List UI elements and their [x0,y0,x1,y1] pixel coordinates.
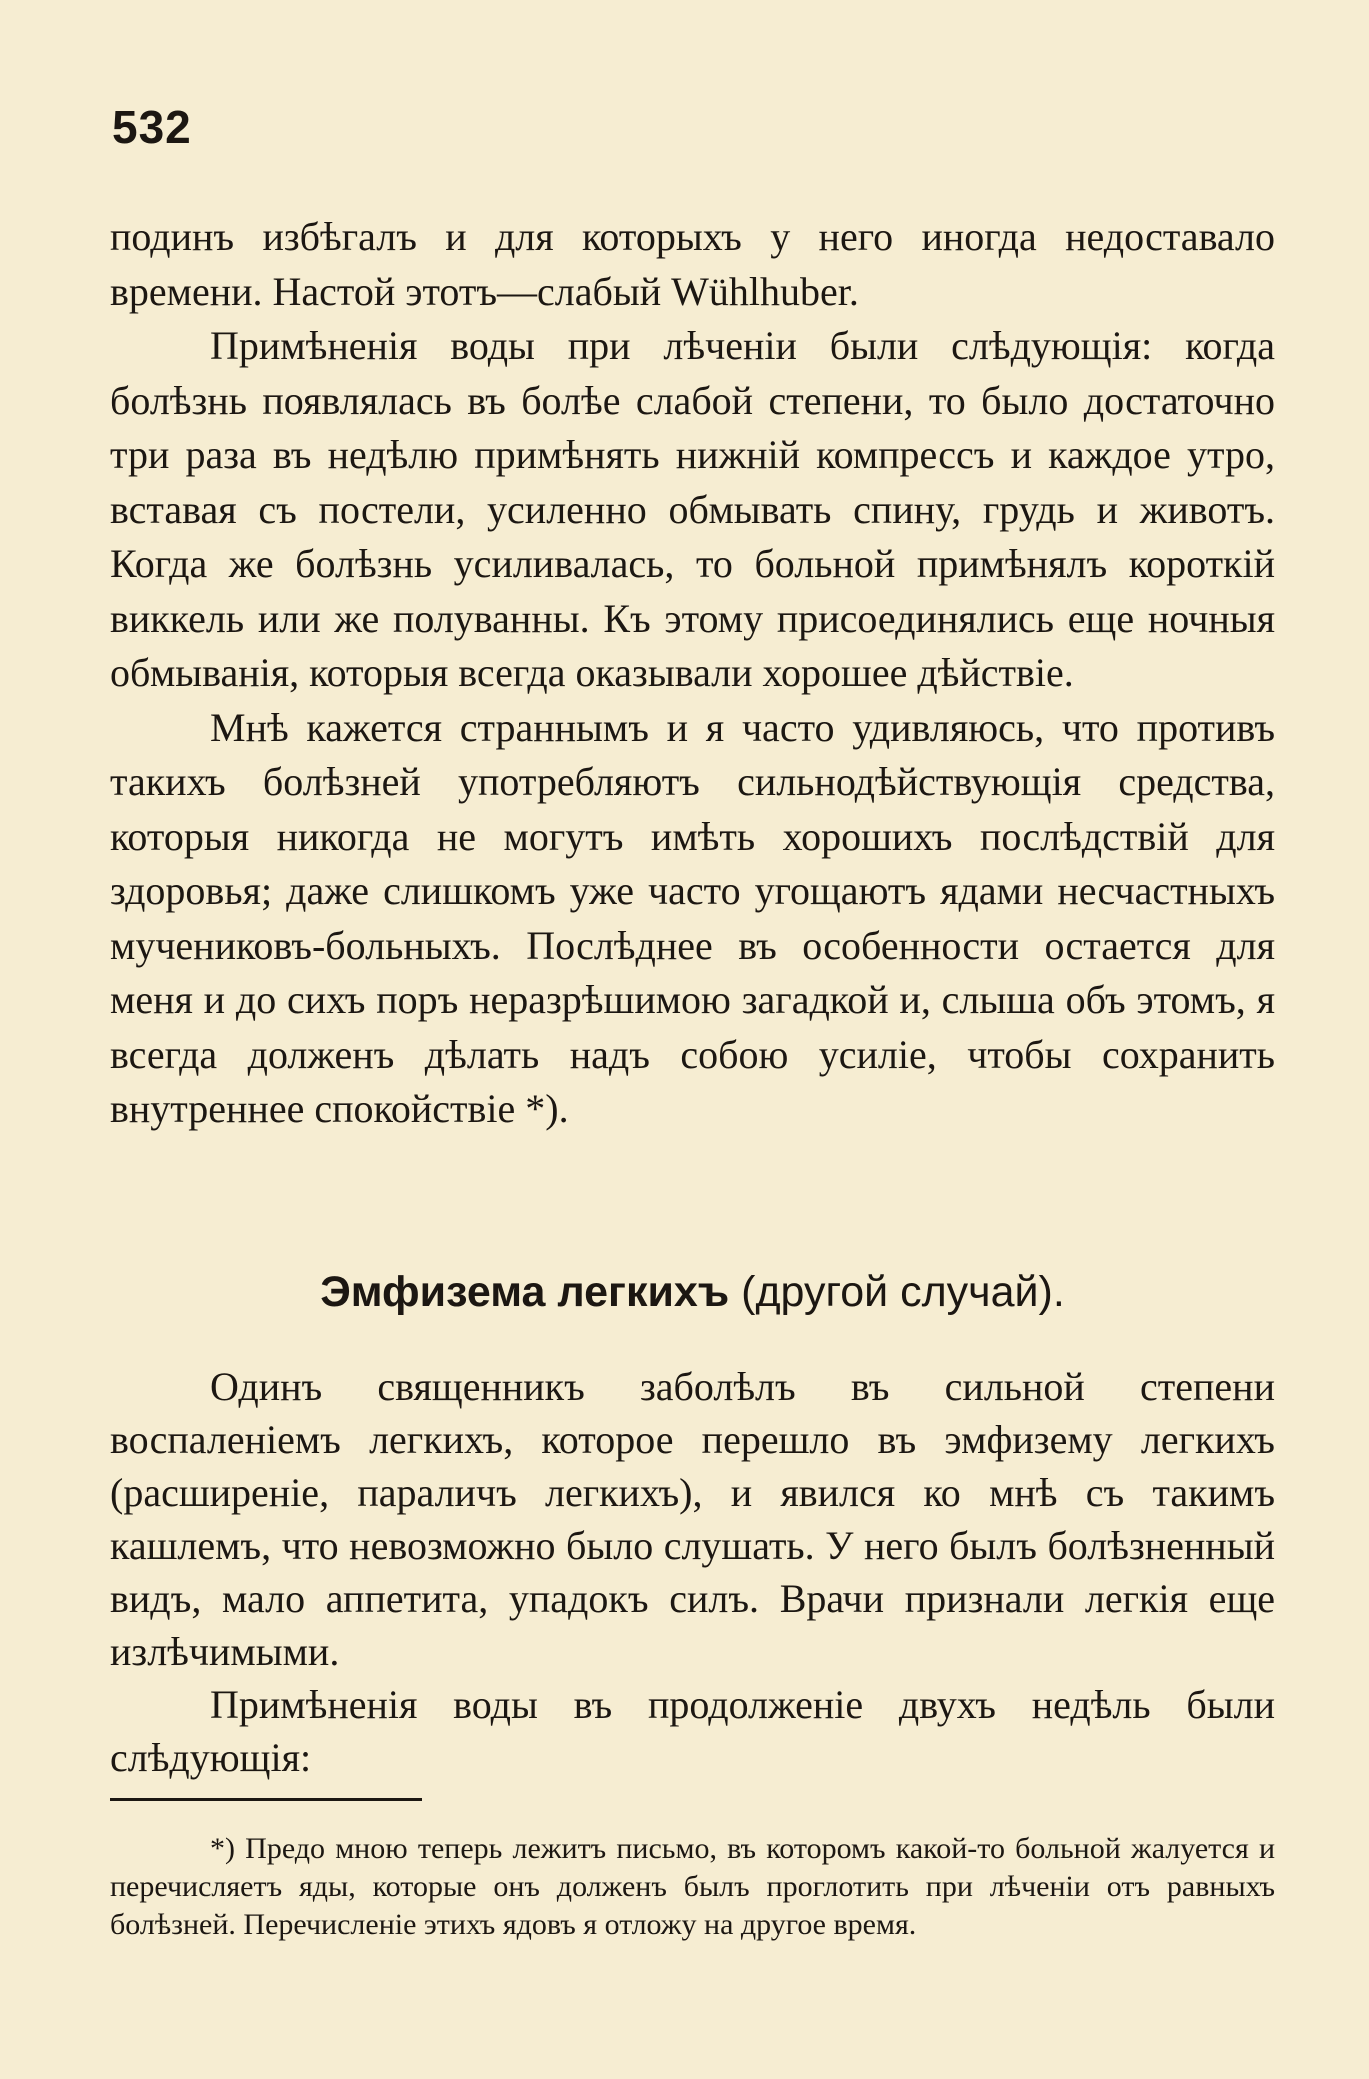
section-heading-title: Эмфизема легкихъ [320,1268,730,1316]
paragraph-continued: подинъ избѣгалъ и для которыхъ у него иногда недоставало времени. Настой этотъ—слабый Wühlhuber. [110,214,1275,314]
section-heading [110,1268,1275,1317]
paragraph-opinion: Мнѣ кажется страннымъ и я часто удивляюсь, что противъ такихъ болѣзней употребляютъ сильнодѣйствующія средства, которыя никогда не могутъ имѣть хорошихъ послѣдствій для здоровья; даже слишкомъ уже часто угощаютъ ядами несчастныхъ мучениковъ-больныхъ. Послѣднее въ особенности остается для меня и до сихъ поръ неразрѣшимою загадкой и, слыша объ этомъ, я всегда долженъ дѣлать надъ собою усиліе, чтобы сохранить внутреннее спокойствіе *). [110,704,1275,1131]
section-text [110,1360,1275,1784]
paragraph-case: Одинъ священникъ заболѣлъ въ сильной степени воспаленіемъ легкихъ, которое перешло въ эмфизему легкихъ (расширеніе, параличъ легкихъ), и явился ко мнѣ съ такимъ кашлемъ, что невозможно было слушать. У него былъ болѣзненный видъ, мало аппетита, упадокъ силъ. Врачи признали легкія еще излѣчимыми. [110,1364,1275,1674]
footnote-text: *) Предо мною теперь лежитъ письмо, въ которомъ какой-то больной жалуется и перечисляетъ яды, которые онъ долженъ былъ проглотить при лѣченіи отъ равныхъ болѣзней. Перечисленіе этихъ ядовъ я отложу на другое время. [110,1832,1275,1941]
page-number: 532 [112,101,192,153]
main-text [110,210,1275,1137]
paragraph-applications: Примѣненія воды въ продолженіе двухъ недѣль были слѣдующія: [110,1682,1275,1780]
section-heading-subtitle: (другой случай). [729,1268,1065,1316]
footnote [110,1830,1275,1944]
paragraph-treatment: Примѣненія воды при лѣченіи были слѣдующія: когда болѣзнь появлялась въ болѣе слабой степени, то было достаточно три раза въ недѣлю примѣнять нижній компрессъ и каждое утро, вставая съ постели, усиленно обмывать спину, грудь и животъ. Когда же болѣзнь усиливалась, то больной примѣнялъ короткій виккель или же полуванны. Къ этому присоединялись еще ночныя обмыванія, которыя всегда оказывали хорошее дѣйствіе. [110,323,1275,695]
footnote-divider [110,1798,422,1801]
